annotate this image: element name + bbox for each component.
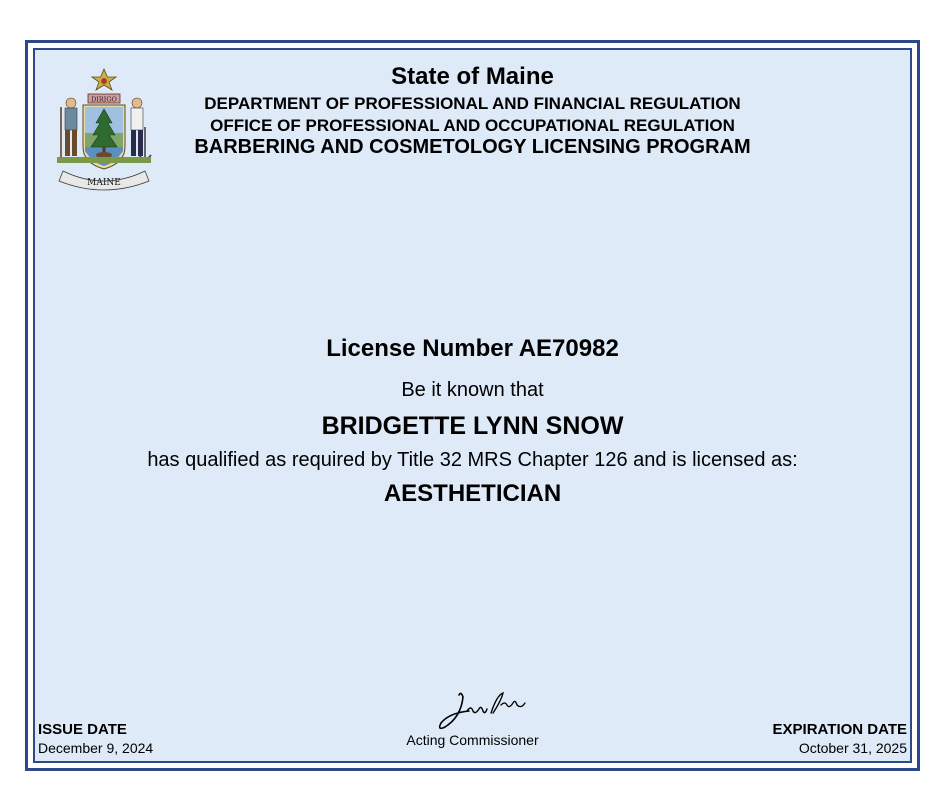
license-number: License Number AE70982: [326, 335, 619, 362]
qualification-statement: has qualified as required by Title 32 MRS Chapter 126 and is licensed as:: [147, 449, 798, 471]
issue-date-label: ISSUE DATE: [38, 721, 127, 738]
office-name: OFFICE OF PROFESSIONAL AND OCCUPATIONAL REGULATION: [210, 116, 735, 135]
certificate-outer-border: [25, 40, 920, 771]
signer-title: Acting Commissioner: [406, 732, 539, 748]
be-it-known-text: Be it known that: [401, 379, 544, 401]
svg-text:DIRIGO: DIRIGO: [91, 95, 117, 104]
department-name: DEPARTMENT OF PROFESSIONAL AND FINANCIAL REGULATION: [204, 94, 741, 113]
expiration-date-value: October 31, 2025: [798, 740, 907, 756]
license-type: AESTHETICIAN: [383, 480, 562, 507]
state-title: State of Maine: [391, 63, 554, 90]
program-name: BARBERING AND COSMETOLOGY LICENSING PROGRAM: [194, 136, 751, 158]
svg-text:MAINE: MAINE: [87, 178, 121, 188]
certificate-panel: [33, 48, 912, 763]
handwritten-signature-icon: [431, 687, 531, 735]
issue-date-value: December 9, 2024: [38, 740, 154, 756]
expiration-date-label: EXPIRATION DATE: [772, 721, 907, 738]
licensee-name: BRIDGETTE LYNN SNOW: [321, 412, 624, 440]
